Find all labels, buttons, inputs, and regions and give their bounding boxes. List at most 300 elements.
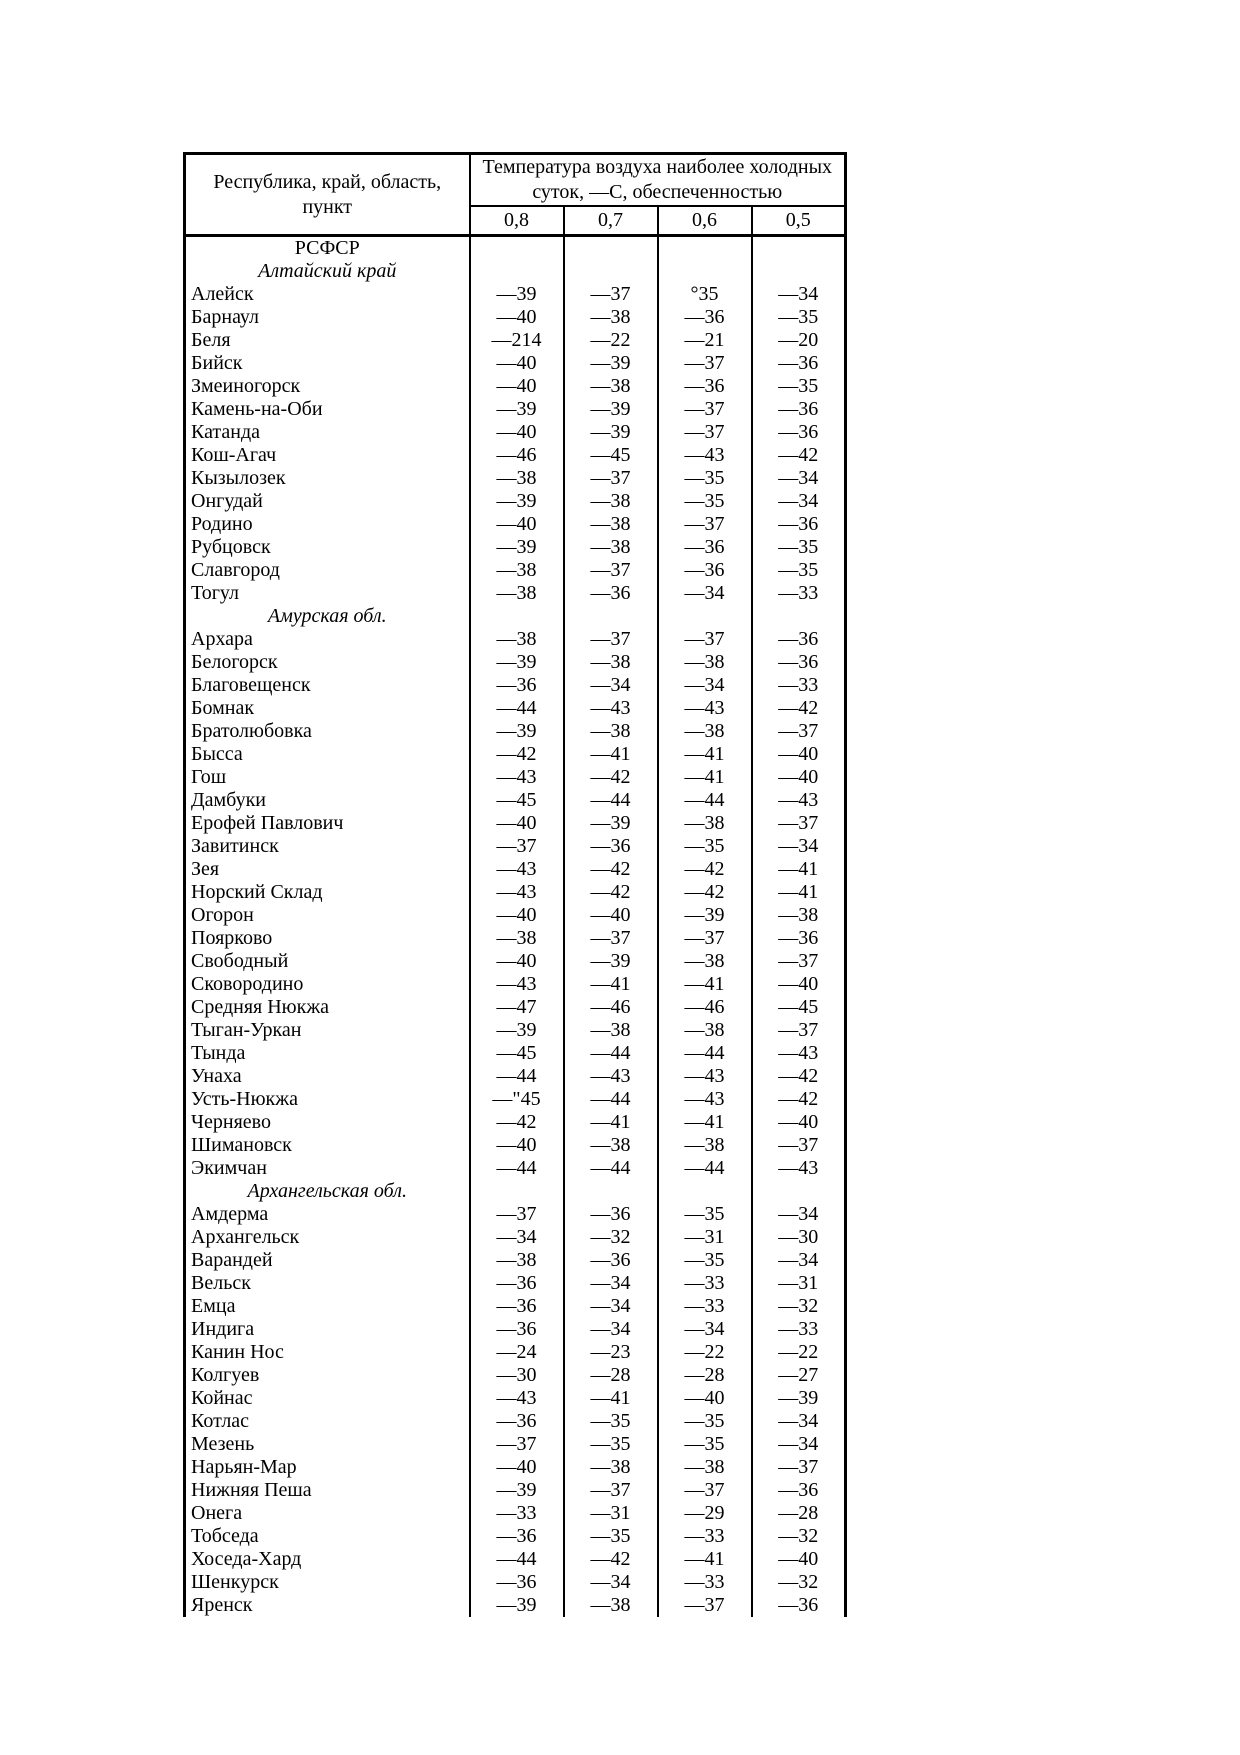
value-cell: —37 (564, 283, 658, 306)
city-name: Онега (185, 1502, 470, 1525)
city-name: Мезень (185, 1433, 470, 1456)
section-label: Алтайский край (185, 260, 470, 283)
value-cell: —27 (752, 1364, 846, 1387)
value-cell: —39 (752, 1387, 846, 1410)
table-row (185, 1111, 846, 1134)
value-cell (752, 236, 846, 261)
value-cell: —35 (564, 1433, 658, 1456)
table-row (185, 398, 846, 421)
value-cell: —43 (658, 1065, 752, 1088)
value-cell (658, 236, 752, 261)
value-cell: —40 (752, 766, 846, 789)
value-cell: —44 (496, 1065, 537, 1087)
value-cell: —33 (496, 1502, 537, 1524)
value-cell: —35 (752, 306, 846, 329)
value-cell: —35 (658, 490, 752, 513)
table-row (185, 1019, 846, 1042)
subheader-0-5: 0,5 (752, 206, 846, 236)
value-cell: —38 (658, 651, 752, 674)
city-name: Сковородино (185, 973, 470, 996)
section-row (185, 260, 846, 283)
value-cell: —38 (496, 1249, 537, 1271)
value-cell: —38 (658, 1456, 752, 1479)
table-row (185, 1433, 846, 1456)
value-cell: °35 (658, 283, 752, 306)
value-cell: —34 (658, 582, 752, 605)
value-cell: —36 (752, 628, 846, 651)
value-cell: —22 (658, 1341, 752, 1364)
value-cell: —39 (496, 720, 537, 742)
table-row (185, 1088, 846, 1111)
value-cell: —39 (496, 536, 537, 558)
header-region-line1: Республика, край, область, (213, 170, 442, 193)
value-cell (470, 236, 564, 261)
value-cell: —40 (752, 973, 846, 996)
value-cell: —38 (564, 513, 658, 536)
value-cell: —38 (496, 467, 537, 489)
value-cell: —34 (752, 1410, 846, 1433)
value-cell: —38 (658, 1134, 752, 1157)
value-cell (564, 1180, 658, 1203)
city-name: Поярково (185, 927, 470, 950)
city-name: Огорон (185, 904, 470, 927)
city-name: Зея (185, 858, 470, 881)
value-cell: —43 (658, 1088, 752, 1111)
city-name: Нижняя Пеша (185, 1479, 470, 1502)
value-cell: —31 (752, 1272, 846, 1295)
city-name: Хоседа-Хард (185, 1548, 470, 1571)
value-cell: —35 (658, 1433, 752, 1456)
value-cell: —35 (658, 467, 752, 490)
header-region-column (185, 154, 470, 236)
section-row (185, 236, 846, 261)
value-cell (564, 605, 658, 628)
value-cell: —35 (752, 375, 846, 398)
value-cell: —37 (752, 1456, 846, 1479)
value-cell: —44 (658, 1042, 752, 1065)
city-name: Архангельск (185, 1226, 470, 1249)
value-cell (564, 260, 658, 283)
value-cell: —34 (496, 1226, 537, 1248)
value-cell: —34 (564, 674, 658, 697)
value-cell: —43 (564, 697, 658, 720)
value-cell: —32 (752, 1525, 846, 1548)
value-cell: —37 (752, 1134, 846, 1157)
value-cell: —39 (496, 1479, 537, 1501)
value-cell: —40 (496, 306, 537, 328)
value-cell (752, 1180, 846, 1203)
value-cell: —43 (752, 1042, 846, 1065)
table-row (185, 1479, 846, 1502)
header-temperature-line1: Температура воздуха наиболее холодных (482, 156, 833, 178)
table-row (185, 881, 846, 904)
value-cell: —38 (658, 812, 752, 835)
value-cell: —38 (564, 1019, 658, 1042)
city-name: Родино (185, 513, 470, 536)
table-row (185, 513, 846, 536)
value-cell: —42 (658, 858, 752, 881)
value-cell: —36 (752, 1479, 846, 1502)
value-cell: —42 (752, 1088, 846, 1111)
value-cell: —31 (564, 1502, 658, 1525)
city-name: Тогул (185, 582, 470, 605)
value-cell: —36 (658, 559, 752, 582)
value-cell: —44 (496, 1157, 537, 1179)
value-cell: —43 (658, 444, 752, 467)
value-cell: —44 (658, 1157, 752, 1180)
table-row (185, 1456, 846, 1479)
city-name: Черняево (185, 1111, 470, 1134)
value-cell: —36 (658, 306, 752, 329)
value-cell: —44 (496, 697, 537, 719)
table-row (185, 950, 846, 973)
value-cell (564, 236, 658, 261)
value-cell: —28 (658, 1364, 752, 1387)
value-cell: —44 (496, 1548, 537, 1570)
value-cell: —32 (752, 1571, 846, 1594)
value-cell: —35 (658, 1203, 752, 1226)
city-name: Унаха (185, 1065, 470, 1088)
table-row (185, 1318, 846, 1341)
table-row (185, 1295, 846, 1318)
value-cell: —22 (564, 329, 658, 352)
value-cell: —37 (658, 1479, 752, 1502)
table-row (185, 1410, 846, 1433)
value-cell: —39 (496, 283, 537, 305)
value-cell: —36 (496, 1571, 537, 1593)
value-cell: —34 (752, 835, 846, 858)
table-row (185, 789, 846, 812)
value-cell: —41 (658, 973, 752, 996)
value-cell: —39 (496, 398, 537, 420)
value-cell: —45 (564, 444, 658, 467)
subheader-0-6: 0,6 (658, 206, 752, 236)
table-row (185, 536, 846, 559)
table-row (185, 812, 846, 835)
value-cell: —36 (564, 1203, 658, 1226)
value-cell: —38 (752, 904, 846, 927)
value-cell: —37 (564, 927, 658, 950)
value-cell: —34 (658, 674, 752, 697)
value-cell: —33 (658, 1525, 752, 1548)
value-cell: —42 (496, 1111, 537, 1133)
value-cell: —35 (564, 1410, 658, 1433)
value-cell: —34 (752, 1249, 846, 1272)
value-cell: —36 (752, 927, 846, 950)
city-name: Койнас (185, 1387, 470, 1410)
value-cell: —40 (496, 375, 537, 397)
value-cell: —46 (496, 444, 537, 466)
value-cell: —40 (564, 904, 658, 927)
temperature-table (183, 152, 847, 1617)
table-row (185, 444, 846, 467)
value-cell: —40 (752, 1111, 846, 1134)
table-row (185, 1502, 846, 1525)
city-name: Индига (185, 1318, 470, 1341)
table-row (185, 421, 846, 444)
value-cell: —36 (752, 421, 846, 444)
value-cell: —38 (658, 1019, 752, 1042)
city-name: Братолюбовка (185, 720, 470, 743)
table-row (185, 1548, 846, 1571)
value-cell: —38 (564, 536, 658, 559)
value-cell: —39 (496, 490, 537, 512)
value-cell: —36 (496, 1272, 537, 1294)
city-name: Тыган-Уркан (185, 1019, 470, 1042)
city-name: Онгудай (185, 490, 470, 513)
value-cell (752, 605, 846, 628)
value-cell: —36 (752, 1594, 846, 1617)
value-cell: —40 (496, 1456, 537, 1478)
value-cell: —43 (496, 973, 537, 995)
value-cell: —42 (496, 743, 537, 765)
value-cell: —38 (564, 1456, 658, 1479)
value-cell: —40 (496, 1134, 537, 1156)
value-cell: —34 (564, 1318, 658, 1341)
city-name: Вельск (185, 1272, 470, 1295)
value-cell (658, 260, 752, 283)
city-name: Нарьян-Мар (185, 1456, 470, 1479)
city-name: Рубцовск (185, 536, 470, 559)
value-cell: —40 (496, 812, 537, 834)
header-row-main (185, 154, 846, 207)
value-cell: —43 (496, 1387, 537, 1409)
value-cell: —38 (496, 628, 537, 650)
value-cell: —33 (752, 1318, 846, 1341)
value-cell: —38 (564, 1594, 658, 1617)
value-cell: —36 (752, 398, 846, 421)
value-cell: —37 (752, 720, 846, 743)
value-cell: —44 (564, 1042, 658, 1065)
value-cell: —37 (658, 352, 752, 375)
value-cell: —42 (564, 1548, 658, 1571)
value-cell: —43 (496, 881, 537, 903)
value-cell: —34 (658, 1318, 752, 1341)
value-cell: —39 (564, 421, 658, 444)
value-cell: —38 (564, 306, 658, 329)
city-name: Камень-на-Оби (185, 398, 470, 421)
value-cell: —38 (564, 651, 658, 674)
table-row (185, 582, 846, 605)
value-cell: —42 (564, 881, 658, 904)
header-temperature-line2: суток, —С, обеспеченностью (532, 181, 783, 203)
value-cell: —42 (564, 858, 658, 881)
city-name: Варандей (185, 1249, 470, 1272)
value-cell: —43 (564, 1065, 658, 1088)
city-name: Барнаул (185, 306, 470, 329)
table-row (185, 674, 846, 697)
value-cell: —37 (496, 1203, 537, 1225)
section-row (185, 1180, 846, 1203)
value-cell: —41 (564, 973, 658, 996)
subheader-0-7: 0,7 (564, 206, 658, 236)
value-cell: —34 (752, 1433, 846, 1456)
value-cell: —36 (496, 1295, 537, 1317)
value-cell: —"45 (492, 1088, 541, 1110)
table-row (185, 490, 846, 513)
city-name: Змеиногорск (185, 375, 470, 398)
value-cell: —21 (658, 329, 752, 352)
table-row (185, 720, 846, 743)
value-cell: —39 (564, 398, 658, 421)
value-cell: —45 (752, 996, 846, 1019)
value-cell: —36 (496, 1410, 537, 1432)
value-cell: —36 (496, 1318, 537, 1340)
table-row (185, 904, 846, 927)
value-cell: —36 (564, 582, 658, 605)
value-cell: —35 (752, 536, 846, 559)
value-cell: —43 (658, 697, 752, 720)
value-cell: —38 (564, 375, 658, 398)
value-cell (658, 1180, 752, 1203)
table-row (185, 467, 846, 490)
value-cell: —34 (752, 467, 846, 490)
value-cell: —41 (658, 766, 752, 789)
table-row (185, 996, 846, 1019)
value-cell: —40 (658, 1387, 752, 1410)
city-name: Экимчан (185, 1157, 470, 1180)
value-cell: —33 (658, 1571, 752, 1594)
city-name: Кош-Агач (185, 444, 470, 467)
value-cell: —40 (496, 950, 537, 972)
value-cell: —46 (658, 996, 752, 1019)
value-cell: —42 (752, 444, 846, 467)
value-cell: —38 (564, 1134, 658, 1157)
table-row (185, 766, 846, 789)
city-name: Шимановск (185, 1134, 470, 1157)
value-cell: —34 (564, 1295, 658, 1318)
value-cell: —23 (564, 1341, 658, 1364)
value-cell: —42 (658, 881, 752, 904)
value-cell: —34 (752, 490, 846, 513)
table-row (185, 559, 846, 582)
city-name: Бийск (185, 352, 470, 375)
value-cell: —38 (496, 582, 537, 604)
value-cell: —36 (564, 1249, 658, 1272)
value-cell: —37 (658, 1594, 752, 1617)
value-cell: —41 (658, 1548, 752, 1571)
value-cell: —39 (496, 651, 537, 673)
table-row (185, 329, 846, 352)
city-name: Шенкурск (185, 1571, 470, 1594)
value-cell: —39 (658, 904, 752, 927)
value-cell: —34 (564, 1272, 658, 1295)
city-name: Гош (185, 766, 470, 789)
value-cell: —41 (564, 1111, 658, 1134)
value-cell: —45 (496, 789, 537, 811)
value-cell: —42 (564, 766, 658, 789)
value-cell: —22 (752, 1341, 846, 1364)
value-cell: —41 (752, 881, 846, 904)
value-cell: —39 (496, 1019, 537, 1041)
value-cell: —41 (658, 1111, 752, 1134)
value-cell: —43 (496, 766, 537, 788)
value-cell: —30 (752, 1226, 846, 1249)
city-name: Завитинск (185, 835, 470, 858)
value-cell: —41 (658, 743, 752, 766)
value-cell: —34 (752, 283, 846, 306)
table-row (185, 306, 846, 329)
city-name: Славгород (185, 559, 470, 582)
value-cell: —41 (564, 743, 658, 766)
value-cell: —39 (564, 812, 658, 835)
value-cell (470, 605, 564, 628)
value-cell: —42 (752, 1065, 846, 1088)
table-row (185, 1525, 846, 1548)
value-cell: —37 (564, 467, 658, 490)
table-row (185, 1065, 846, 1088)
section-label: Амурская обл. (185, 605, 470, 628)
value-cell: —33 (752, 582, 846, 605)
city-name: Усть-Нюкжа (185, 1088, 470, 1111)
value-cell: —36 (564, 835, 658, 858)
value-cell: —36 (752, 513, 846, 536)
value-cell: —33 (658, 1295, 752, 1318)
value-cell: —37 (564, 1479, 658, 1502)
value-cell: —39 (496, 1594, 537, 1616)
value-cell: —35 (658, 1249, 752, 1272)
table-row (185, 1571, 846, 1594)
value-cell: —32 (752, 1295, 846, 1318)
value-cell (658, 605, 752, 628)
value-cell: —36 (496, 1525, 537, 1547)
table-row (185, 1203, 846, 1226)
section-label: РСФСР (185, 236, 470, 261)
value-cell (470, 260, 564, 283)
section-label: Архангельская обл. (185, 1180, 470, 1203)
value-cell: —44 (564, 789, 658, 812)
value-cell (752, 260, 846, 283)
city-name: Алейск (185, 283, 470, 306)
table-row (185, 628, 846, 651)
table-row (185, 1157, 846, 1180)
table-row (185, 1364, 846, 1387)
table-row (185, 1272, 846, 1295)
value-cell: —40 (496, 421, 537, 443)
table-row (185, 743, 846, 766)
table-row (185, 973, 846, 996)
value-cell: —44 (564, 1088, 658, 1111)
table-row (185, 697, 846, 720)
city-name: Тобседа (185, 1525, 470, 1548)
value-cell: —33 (752, 674, 846, 697)
value-cell: —30 (496, 1364, 537, 1386)
city-name: Бысса (185, 743, 470, 766)
header-region-line2: пункт (302, 195, 353, 218)
table-header (185, 154, 846, 236)
value-cell: —28 (752, 1502, 846, 1525)
value-cell: —41 (752, 858, 846, 881)
value-cell: —36 (658, 536, 752, 559)
city-name: Кызылозек (185, 467, 470, 490)
value-cell: —42 (752, 697, 846, 720)
value-cell: —38 (564, 490, 658, 513)
table-row (185, 1042, 846, 1065)
city-name: Благовещенск (185, 674, 470, 697)
value-cell: —39 (564, 352, 658, 375)
table-row (185, 1341, 846, 1364)
value-cell: —40 (752, 1548, 846, 1571)
city-name: Колгуев (185, 1364, 470, 1387)
value-cell: —214 (491, 329, 542, 351)
table-row (185, 1226, 846, 1249)
value-cell: —38 (496, 927, 537, 949)
city-name: Беля (185, 329, 470, 352)
value-cell: —38 (658, 720, 752, 743)
value-cell: —37 (496, 835, 537, 857)
value-cell: —35 (564, 1525, 658, 1548)
city-name: Свободный (185, 950, 470, 973)
